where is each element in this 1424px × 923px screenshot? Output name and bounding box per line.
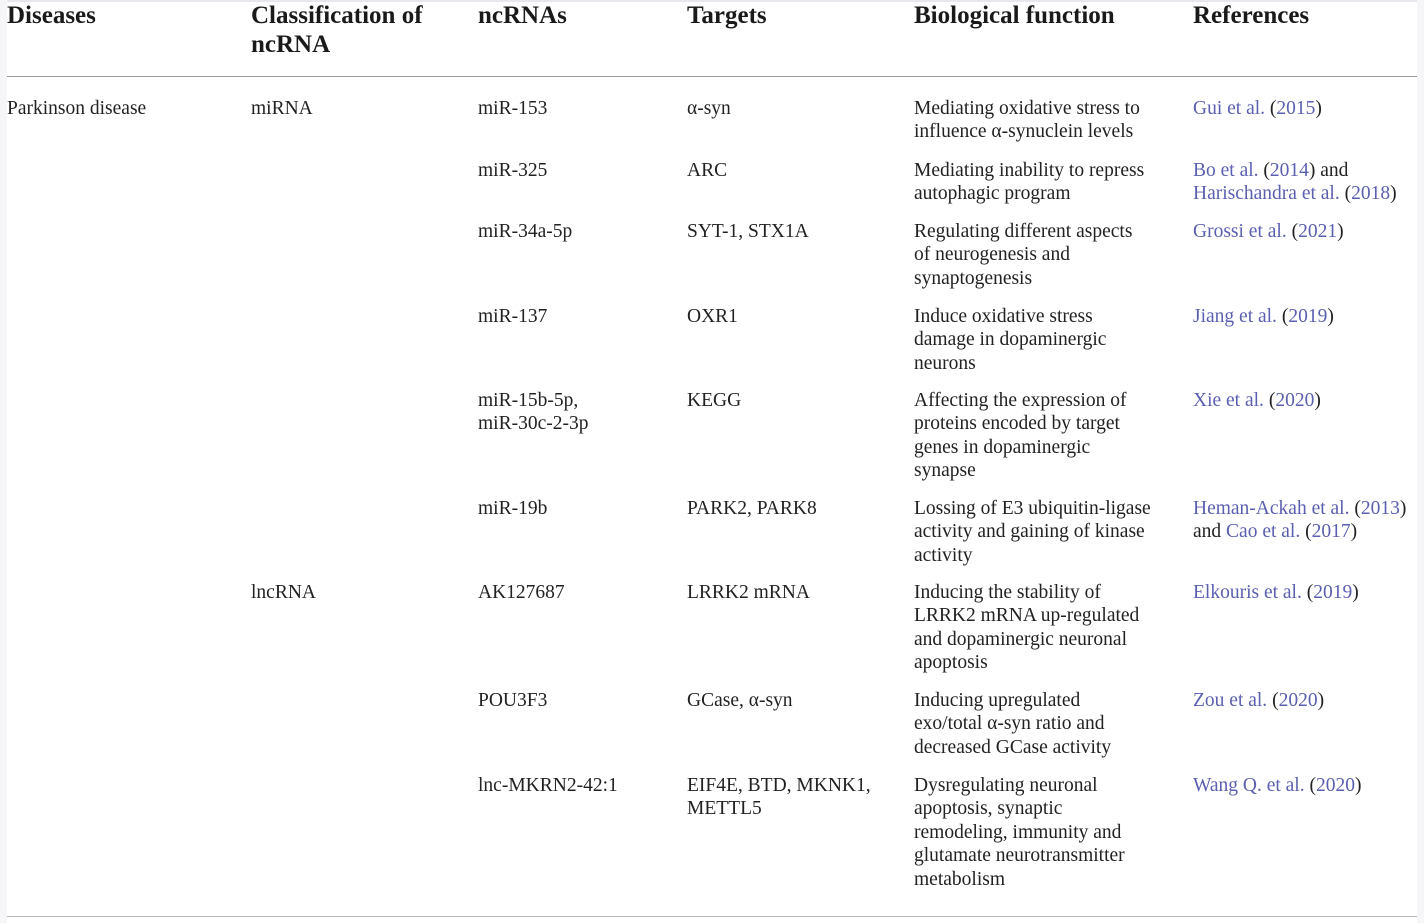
citation-link[interactable]: Xie et al. <box>1193 390 1264 411</box>
ncrna-cell: POU3F3 <box>478 690 548 711</box>
citation-text: ( <box>1267 690 1279 711</box>
citation-text: ) and <box>1193 498 1407 543</box>
targets-cell: SYT-1, STX1A <box>687 221 809 242</box>
class-label-mirna: miRNA <box>251 98 313 119</box>
ncrna-cell: miR-34a-5p <box>478 221 573 242</box>
targets-cell: LRRK2 mRNA <box>687 582 810 603</box>
citation-text: ( <box>1263 390 1276 411</box>
citation-link[interactable]: 2021 <box>1298 221 1338 242</box>
ncrna-cell: AK127687 <box>478 582 565 603</box>
targets-cell: α-syn <box>687 98 731 119</box>
function-cell: Dysregulating neuronal apoptosis, synaptic remodeling, immunity and glutamate neurotransmitter metabolism <box>914 775 1125 890</box>
citation-text: ) <box>1314 390 1321 411</box>
citation-link[interactable]: Bo et al. <box>1193 160 1259 181</box>
citation-text: ) <box>1327 306 1334 327</box>
citation-text: ) <box>1337 221 1344 242</box>
citation-link[interactable]: Heman-Ackah et al. <box>1193 498 1350 519</box>
reference-cell <box>1193 581 1359 604</box>
function-cell: Lossing of E3 ubiquitin-ligase activity and gaining of kinase activity <box>914 498 1151 566</box>
reference-cell <box>1193 159 1415 206</box>
function-cell: Mediating oxidative stress to influence α-synuclein levels <box>914 98 1140 143</box>
ncrna-cell: miR-19b <box>478 498 548 519</box>
function-cell: Regulating different aspects of neurogenesis and synaptogenesis <box>914 221 1133 289</box>
function-cell: Induce oxidative stress damage in dopaminergic neurons <box>914 306 1107 374</box>
function-cell: Affecting the expression of proteins encoded by target genes in dopaminergic synapse <box>914 390 1127 482</box>
header-rule <box>7 76 1417 77</box>
ncrna-cell: miR-15b-5p, miR-30c-2-3p <box>478 390 589 435</box>
targets-cell: KEGG <box>687 390 742 411</box>
citation-link[interactable]: Elkouris et al. <box>1193 582 1302 603</box>
reference-cell <box>1193 220 1344 243</box>
reference-cell <box>1193 497 1415 544</box>
targets-cell: GCase, α-syn <box>687 690 793 711</box>
citation-text: ( <box>1339 183 1352 205</box>
targets-cell: PARK2, PARK8 <box>687 498 817 519</box>
citation-text: ( <box>1276 306 1289 327</box>
reference-cell <box>1193 97 1322 120</box>
reference-cell <box>1193 774 1361 797</box>
bottom-rule <box>7 916 1417 917</box>
function-cell: Inducing the stability of LRRK2 mRNA up-regulated and dopaminergic neuronal apoptosis <box>914 582 1140 674</box>
citation-link[interactable]: 2019 <box>1288 306 1328 327</box>
header-diseases: Diseases <box>7 2 96 29</box>
ncrna-cell: miR-325 <box>478 160 548 181</box>
disease-label: Parkinson disease <box>7 98 147 119</box>
citation-text: ) <box>1390 183 1397 205</box>
citation-text: ) <box>1317 690 1325 711</box>
citation-link[interactable]: Gui et al. <box>1193 98 1266 119</box>
citation-link[interactable]: Wang Q. et al. <box>1193 775 1305 796</box>
citation-link[interactable]: Harischandra et al. <box>1193 183 1340 205</box>
header-biological-function: Biological function <box>914 2 1115 29</box>
ncrna-cell: lnc-MKRN2-42:1 <box>478 775 618 796</box>
reference-cell <box>1193 389 1321 412</box>
table-sheet <box>7 0 1417 923</box>
citation-link[interactable]: 2020 <box>1278 690 1318 711</box>
citation-text: ) <box>1350 521 1358 543</box>
citation-text: ( <box>1301 582 1314 603</box>
class-label-lncrna: lncRNA <box>251 582 316 603</box>
header-ncrnas: ncRNAs <box>478 2 567 29</box>
citation-link[interactable]: Jiang et al. <box>1193 306 1277 327</box>
citation-text: ( <box>1304 775 1316 796</box>
ncrna-cell: miR-153 <box>478 98 548 119</box>
citation-link[interactable]: 2018 <box>1351 183 1391 205</box>
citation-link[interactable]: 2020 <box>1315 775 1355 796</box>
citation-link[interactable]: 2017 <box>1311 521 1351 543</box>
citation-text: ( <box>1286 221 1299 242</box>
header-targets: Targets <box>687 2 767 29</box>
header-classification: Classification of ncRNA <box>251 2 423 58</box>
citation-link[interactable]: 2015 <box>1276 98 1316 119</box>
targets-cell: ARC <box>687 160 728 181</box>
citation-text: ) <box>1354 775 1362 796</box>
citation-link[interactable]: Grossi et al. <box>1193 221 1287 242</box>
reference-cell <box>1193 689 1324 712</box>
citation-text: ) <box>1315 98 1322 119</box>
reference-cell <box>1193 305 1334 328</box>
targets-cell: OXR1 <box>687 306 738 327</box>
citation-text: ( <box>1349 498 1361 519</box>
function-cell: Inducing upregulated exo/total α-syn ratio and decreased GCase activity <box>914 690 1112 758</box>
function-cell: Mediating inability to repress autophagic program <box>914 160 1145 205</box>
citation-text: ( <box>1258 160 1270 181</box>
header-references: References <box>1193 2 1310 29</box>
citation-link[interactable]: 2013 <box>1360 498 1400 519</box>
citation-link[interactable]: 2014 <box>1269 160 1309 181</box>
targets-cell: EIF4E, BTD, MKNK1, METTL5 <box>687 775 871 820</box>
citation-link[interactable]: Cao et al. <box>1226 521 1301 543</box>
citation-text: ) and <box>1308 160 1349 181</box>
citation-text: ) <box>1352 582 1359 603</box>
citation-link[interactable]: Zou et al. <box>1193 690 1268 711</box>
ncrna-cell: miR-137 <box>478 306 548 327</box>
citation-link[interactable]: 2019 <box>1313 582 1353 603</box>
citation-text: ( <box>1300 521 1312 543</box>
citation-link[interactable]: 2020 <box>1275 390 1315 411</box>
citation-text: ( <box>1265 98 1277 119</box>
